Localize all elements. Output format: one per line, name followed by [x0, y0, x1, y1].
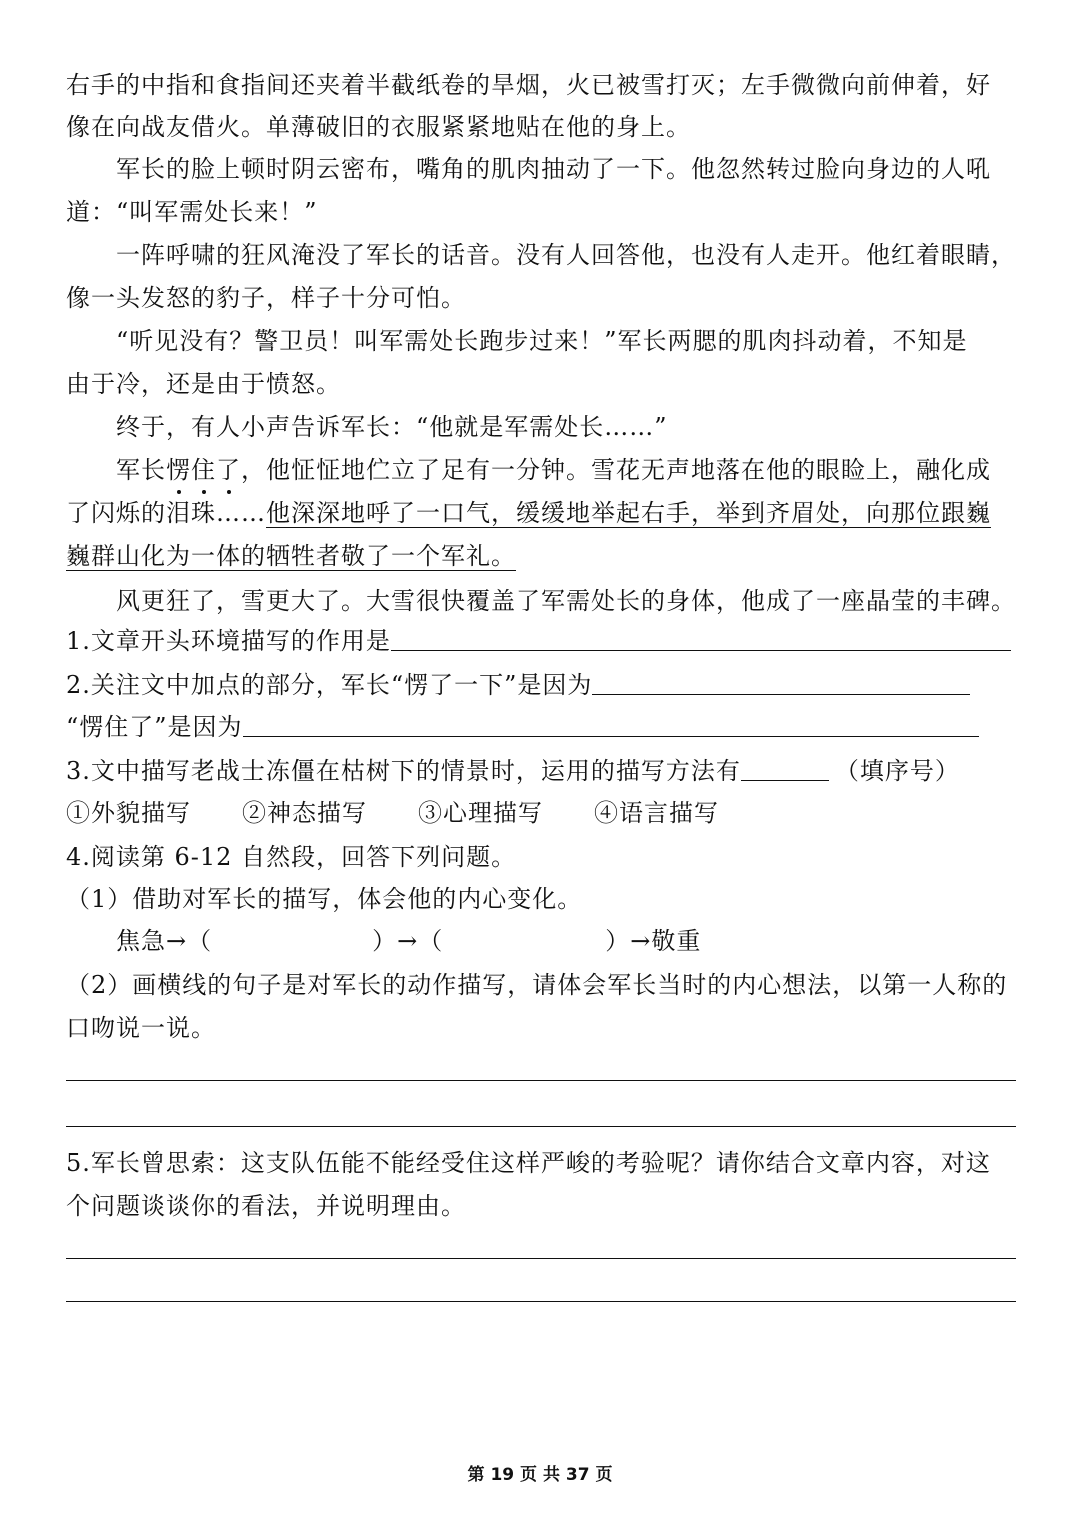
- question-2: [66, 664, 1016, 706]
- option-item: ②神态描写: [242, 799, 367, 827]
- answer-line[interactable]: [66, 1301, 1016, 1302]
- underlined-sentence: 他深深地呼了一口气，缓缓地举起右手，举到齐眉处，向那位跟巍: [266, 499, 991, 527]
- underlined-sentence: 巍群山化为一体的牺牲者敬了一个军礼。: [66, 542, 516, 570]
- passage-text: ，他怔怔地伫立了足有一分钟。雪花无声地落在他的眼睑上，融化成: [241, 456, 991, 484]
- page-footer: 第 19 页 共 37 页: [467, 1465, 613, 1485]
- chain-end: ）→敬重: [605, 927, 702, 955]
- passage-line: 道：“叫军需处长来！”: [66, 198, 318, 226]
- dotted-char: 了: [216, 449, 241, 491]
- passage-line: 一阵呼啸的狂风淹没了军长的话音。没有人回答他，也没有人走开。他红着眼睛，: [116, 241, 1016, 269]
- question-text: “愣住了”是因为: [66, 713, 243, 741]
- chain-mid: ）→（: [372, 927, 444, 955]
- question-4-1: （1）借助对军长的描写，体会他的内心变化。: [66, 885, 583, 913]
- answer-blank[interactable]: [592, 666, 970, 695]
- question-4-2: （2）画横线的句子是对军长的动作描写，请体会军长当时的内心想法，以第一人称的: [66, 971, 1008, 999]
- chain-start: 焦急→（: [116, 927, 213, 955]
- answer-blank[interactable]: [243, 708, 979, 737]
- dotted-char: 住: [191, 449, 216, 491]
- question-text: 2.关注文中加点的部分，军长“愣了一下”是因为: [66, 671, 593, 699]
- passage-line: “听见没有？警卫员！叫军需处长跑步过来！”军长两腮的肌肉抖动着，不知是: [116, 327, 968, 355]
- question-4-2-cont: 口吻说一说。: [66, 1014, 216, 1042]
- option-item: ③心理描写: [418, 799, 543, 827]
- question-3: [66, 750, 1016, 792]
- passage-text: 了闪烁的泪珠……: [66, 499, 266, 527]
- question-5-cont: 个问题谈谈你的看法，并说明理由。: [66, 1192, 466, 1220]
- passage-line: 右手的中指和食指间还夹着半截纸卷的旱烟，火已被雪打灭；左手微微向前伸着，好: [66, 71, 991, 99]
- answer-blank[interactable]: [391, 622, 1011, 651]
- option-item: ④语言描写: [594, 799, 719, 827]
- question-suffix: （填序号）: [834, 757, 960, 785]
- question-text: 3.文中描写老战士冻僵在枯树下的情景时，运用的描写方法有: [66, 757, 741, 785]
- dotted-char: 愣: [166, 449, 191, 491]
- answer-line[interactable]: [66, 1080, 1016, 1081]
- question-1: [66, 620, 1016, 662]
- passage-line: [66, 535, 1016, 577]
- passage-line: 像在向战友借火。单薄破旧的衣服紧紧地贴在他的身上。: [66, 113, 691, 141]
- passage-line: 风更狂了，雪更大了。大雪很快覆盖了军需处长的身体，他成了一座晶莹的丰碑。: [116, 587, 1016, 615]
- question-text: 1.文章开头环境描写的作用是: [66, 627, 391, 655]
- answer-blank[interactable]: [741, 752, 829, 781]
- passage-line: [66, 492, 1016, 534]
- question-3-options: [66, 792, 1016, 834]
- question-5: 5.军长曾思索：这支队伍能不能经受住这样严峻的考验呢？请你结合文章内容，对这: [66, 1149, 991, 1177]
- emotion-chain: [116, 920, 1066, 962]
- passage-line: 终于，有人小声告诉军长：“他就是军需处长……”: [116, 413, 668, 441]
- answer-line[interactable]: [66, 1126, 1016, 1127]
- question-4: 4.阅读第 6-12 自然段，回答下列问题。: [66, 843, 517, 871]
- option-item: ①外貌描写: [66, 799, 191, 827]
- answer-line[interactable]: [66, 1258, 1016, 1259]
- question-2b: [66, 706, 1016, 748]
- passage-line: [116, 449, 1066, 491]
- passage-line: 由于冷，还是由于愤怒。: [66, 370, 341, 398]
- passage-line: 像一头发怒的豹子，样子十分可怕。: [66, 284, 466, 312]
- passage-text: 军长: [116, 456, 166, 484]
- passage-line: 军长的脸上顿时阴云密布，嘴角的肌肉抽动了一下。他忽然转过脸向身边的人吼: [116, 155, 991, 183]
